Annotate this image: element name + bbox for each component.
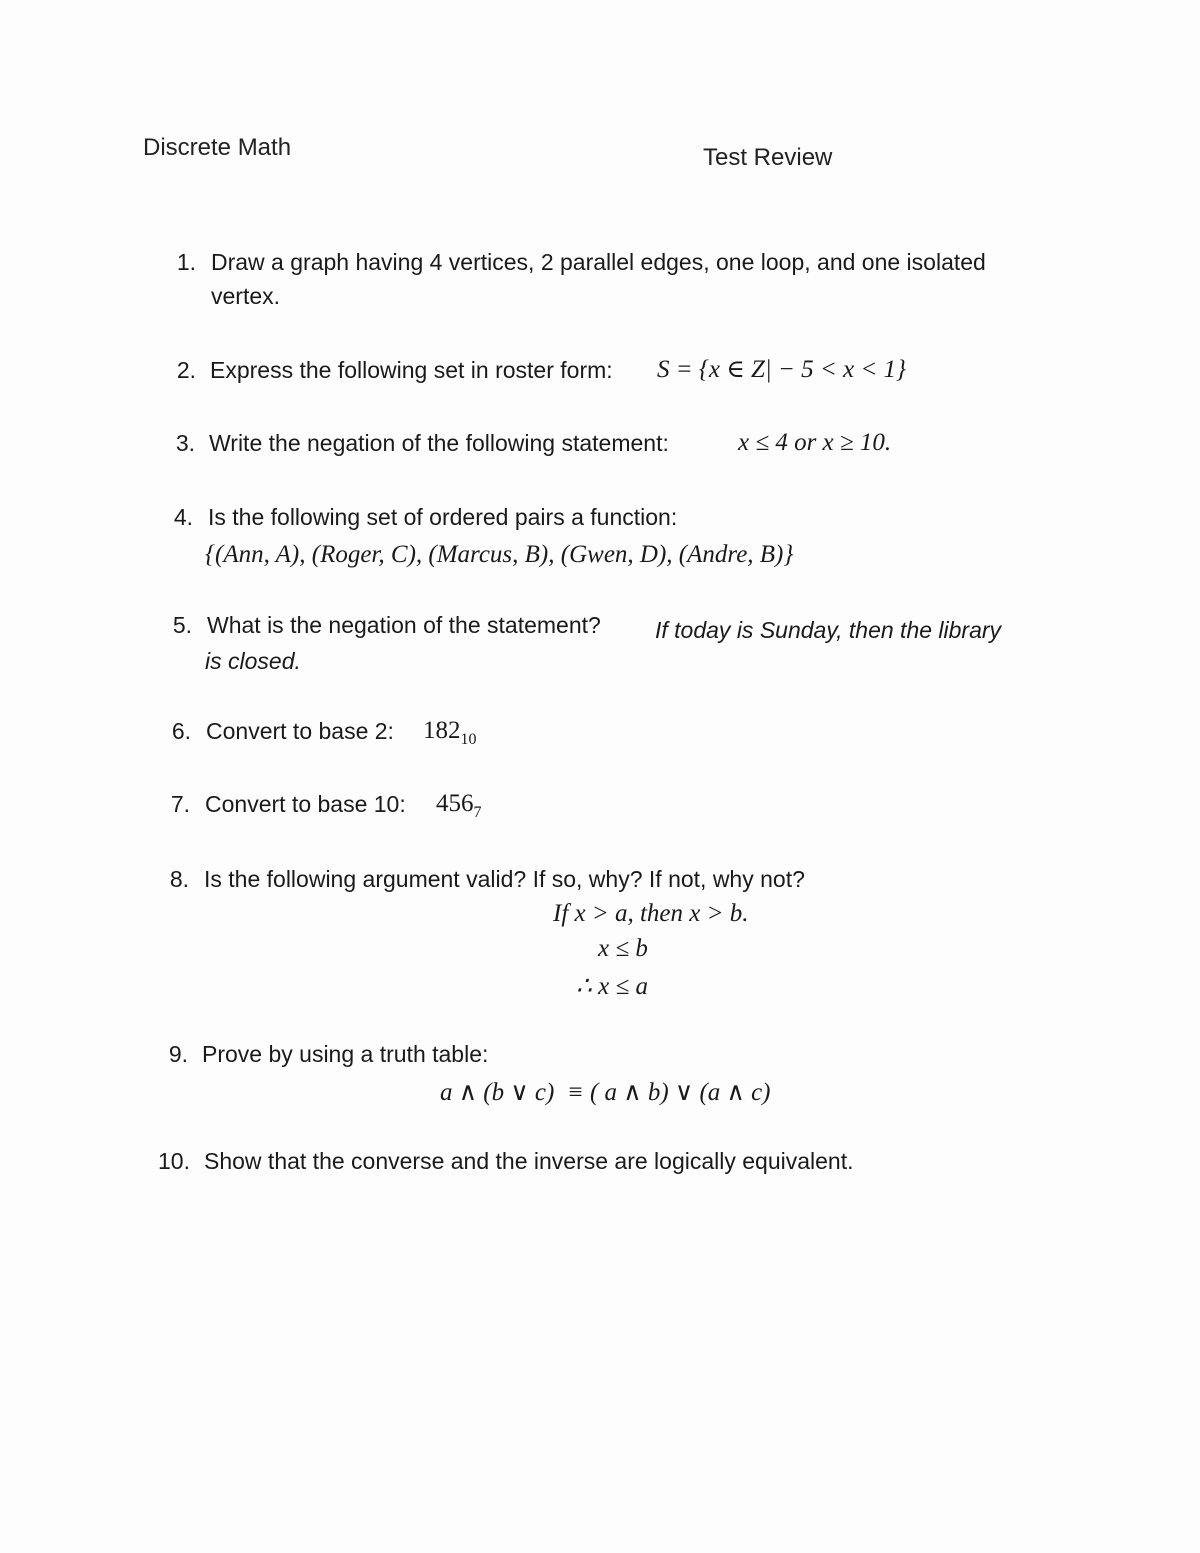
conditional-statement: If today is Sunday, then the library: [655, 617, 1002, 643]
question-text: Write the negation of the following statement:: [209, 430, 669, 456]
question-number: 2.: [176, 357, 196, 383]
question-number: 5.: [172, 612, 192, 638]
question-text: Is the following argument valid? If so, why? If not, why not?: [204, 866, 805, 892]
argument-premise-1: If x > a, then x > b.: [553, 900, 749, 927]
set-builder-expression: S = {x ∈ Z| − 5 < x < 1}: [657, 356, 906, 383]
question-number: 3.: [175, 430, 195, 456]
question-number: 1.: [176, 249, 196, 275]
page-title: Test Review: [703, 144, 833, 171]
question-text: Draw a graph having 4 vertices, 2 parallel edges, one loop, and one isolated: [211, 249, 986, 275]
argument-conclusion: ∴ x ≤ a: [576, 973, 648, 1000]
logical-equivalence: a ∧ (b ∨ c) ≡ ( a ∧ b) ∨ (a ∧ c): [440, 1079, 771, 1106]
question-number: 9.: [168, 1041, 188, 1067]
question-number: 10.: [158, 1148, 190, 1174]
number-to-convert: $182_{10}$: [423, 717, 477, 748]
question-text: Show that the converse and the inverse are logically equivalent.: [204, 1148, 854, 1174]
question-text-continued: vertex.: [211, 283, 281, 309]
question-7: [0, 786, 1200, 826]
argument-premise-2: x ≤ b: [598, 935, 648, 962]
question-text: What is the negation of the statement?: [207, 612, 601, 638]
question-text: Convert to base 2:: [206, 718, 394, 744]
inequality-statement: x ≤ 4 or x ≥ 10.: [738, 429, 892, 456]
question-number: 6.: [171, 718, 191, 744]
question-text: Express the following set in roster form:: [210, 357, 613, 383]
question-10: [0, 1143, 1200, 1183]
question-text: Convert to base 10:: [205, 791, 406, 817]
question-6: [0, 713, 1200, 753]
question-text: Is the following set of ordered pairs a function:: [208, 504, 678, 530]
question-1: [0, 244, 1200, 324]
number-base: 7: [473, 804, 482, 821]
question-9: [0, 1036, 1200, 1076]
course-name: Discrete Math: [143, 134, 292, 161]
number-to-convert: $456_7$: [436, 790, 482, 821]
question-number: 4.: [173, 504, 193, 530]
question-text: Prove by using a truth table:: [202, 1041, 489, 1067]
question-3: [0, 425, 1200, 465]
question-number: 7.: [170, 791, 190, 817]
conditional-statement-continued: is closed.: [205, 648, 301, 674]
question-5: [0, 607, 1200, 687]
ordered-pairs-set: {(Ann, A), (Roger, C), (Marcus, B), (Gwen, D), (Andre, B)}: [205, 541, 794, 568]
question-2: [0, 352, 1200, 392]
question-number: 8.: [169, 866, 189, 892]
number-base: 10: [460, 731, 477, 748]
question-4: [0, 499, 1200, 579]
